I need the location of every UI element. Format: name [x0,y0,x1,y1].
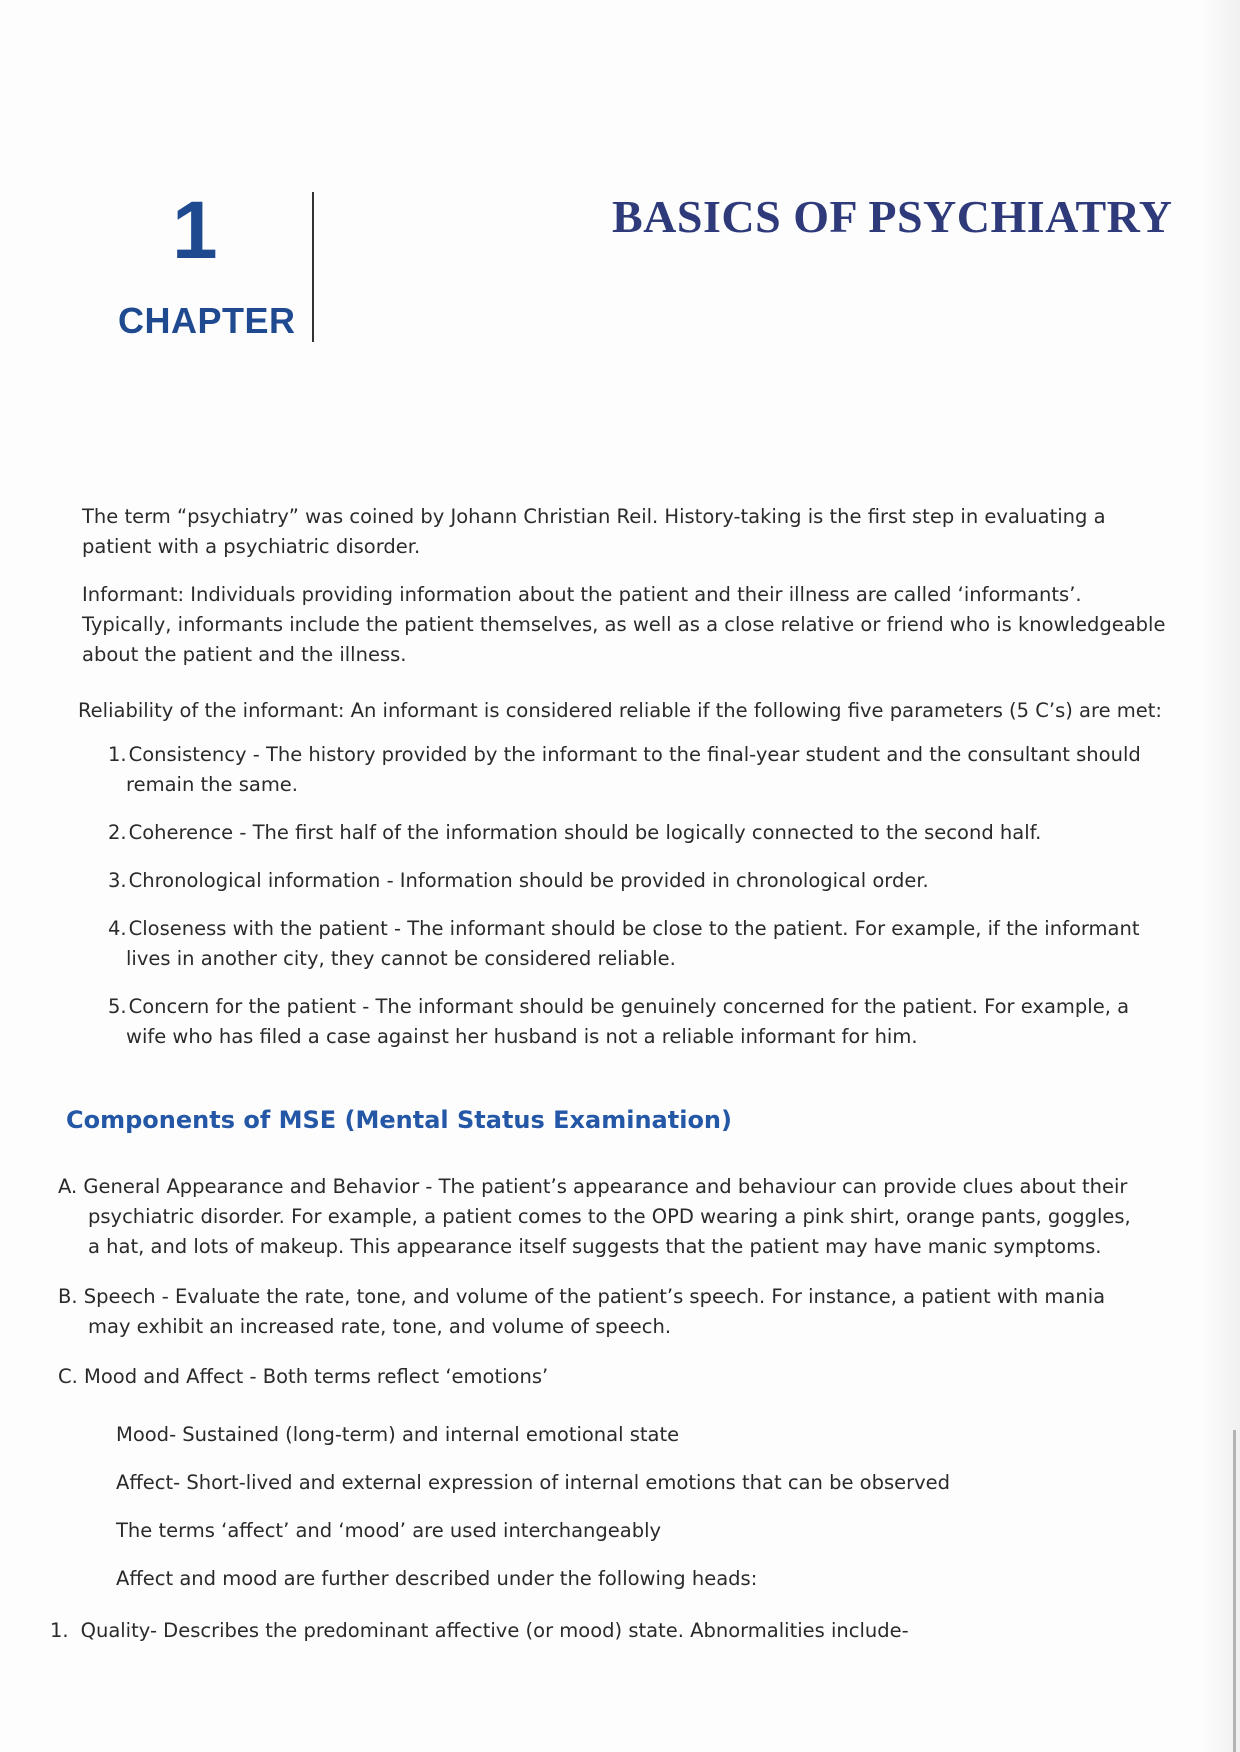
reliability-paragraph: Reliability of the informant: An informant is considered reliable if the following five parameters (5 C’s) are met: [78,699,1162,722]
mse-components-list [58,1172,1138,1412]
list-item-text: Coherence - The first half of the information should be logically connected to the second half. [128,821,1042,844]
quality-item [50,1616,909,1646]
list-item-number: 5. [108,995,127,1018]
list-item-continuation: may exhibit an increased rate, tone, and volume of speech. [88,1315,672,1338]
list-item [58,1282,1138,1342]
list-item-letter: B. [58,1285,78,1308]
heads-intro: Affect and mood are further described under the following heads: [116,1567,758,1590]
list-item-number: 1. [108,743,127,766]
list-item [58,1172,1138,1262]
list-item-text: Chronological information - Information should be provided in chronological order. [128,869,929,892]
list-item-continuation: lives in another city, they cannot be considered reliable. [126,947,676,970]
affect-definition: Affect- Short-lived and external expression of internal emotions that can be observed [116,1471,951,1494]
list-item-continuation: remain the same. [126,773,299,796]
list-item [108,818,1168,848]
list-item-continuation: psychiatric disorder. For example, a patient comes to the OPD wearing a pink shirt, orange pants, goggles, [88,1205,1131,1228]
list-item [108,992,1168,1052]
list-item-text: Mood and Affect - Both terms reflect ‘emotions’ [84,1365,549,1388]
mood-affect-details [116,1420,1116,1612]
section-heading-mse: Components of MSE (Mental Status Examination) [66,1106,732,1134]
list-item [108,914,1168,974]
list-item-text: Consistency - The history provided by the informant to the final-year student and the consultant should [128,743,1141,766]
list-item [58,1362,1138,1392]
chapter-number: 1 [172,185,218,276]
interchangeable-note: The terms ‘affect’ and ‘mood’ are used interchangeably [116,1519,662,1542]
quality-text: Quality- Describes the predominant affective (or mood) state. Abnormalities include- [80,1619,909,1642]
intro-paragraph: The term “psychiatry” was coined by Johann Christian Reil. History-taking is the first step in evaluating a patient with a psychiatric disorder. [82,505,1106,558]
scan-edge-line [1233,1430,1236,1752]
quality-number: 1. [50,1619,69,1642]
list-item [108,740,1168,800]
list-item-continuation: wife who has filed a case against her husband is not a reliable informant for him. [126,1025,918,1048]
chapter-label: CHAPTER [118,300,296,341]
list-item-number: 2. [108,821,127,844]
list-item-letter: A. [58,1175,78,1198]
list-item-text: General Appearance and Behavior - The patient’s appearance and behaviour can provide clues about their [83,1175,1128,1198]
list-item-text: Speech - Evaluate the rate, tone, and volume of the patient’s speech. For instance, a patient with mania [83,1285,1106,1308]
chapter-divider [312,192,314,342]
chapter-title: BASICS OF PSYCHIATRY [612,191,1173,242]
list-item-letter: C. [58,1365,78,1388]
reliability-criteria-list [108,740,1168,1070]
list-item-continuation: a hat, and lots of makeup. This appearance itself suggests that the patient may have manic symptoms. [88,1235,1102,1258]
list-item-number: 3. [108,869,127,892]
informant-paragraph: Informant: Individuals providing information about the patient and their illness are called ‘informants’. Typically, informants include the patient themselves, as well as a close relative or friend who is knowledgeable about the patient and the illness. [82,583,1166,666]
list-item-text: Closeness with the patient - The informant should be close to the patient. For example, if the informant [128,917,1140,940]
mood-definition: Mood- Sustained (long-term) and internal emotional state [116,1423,680,1446]
list-item [108,866,1168,896]
list-item-number: 4. [108,917,127,940]
list-item-text: Concern for the patient - The informant should be genuinely concerned for the patient. For example, a [128,995,1130,1018]
